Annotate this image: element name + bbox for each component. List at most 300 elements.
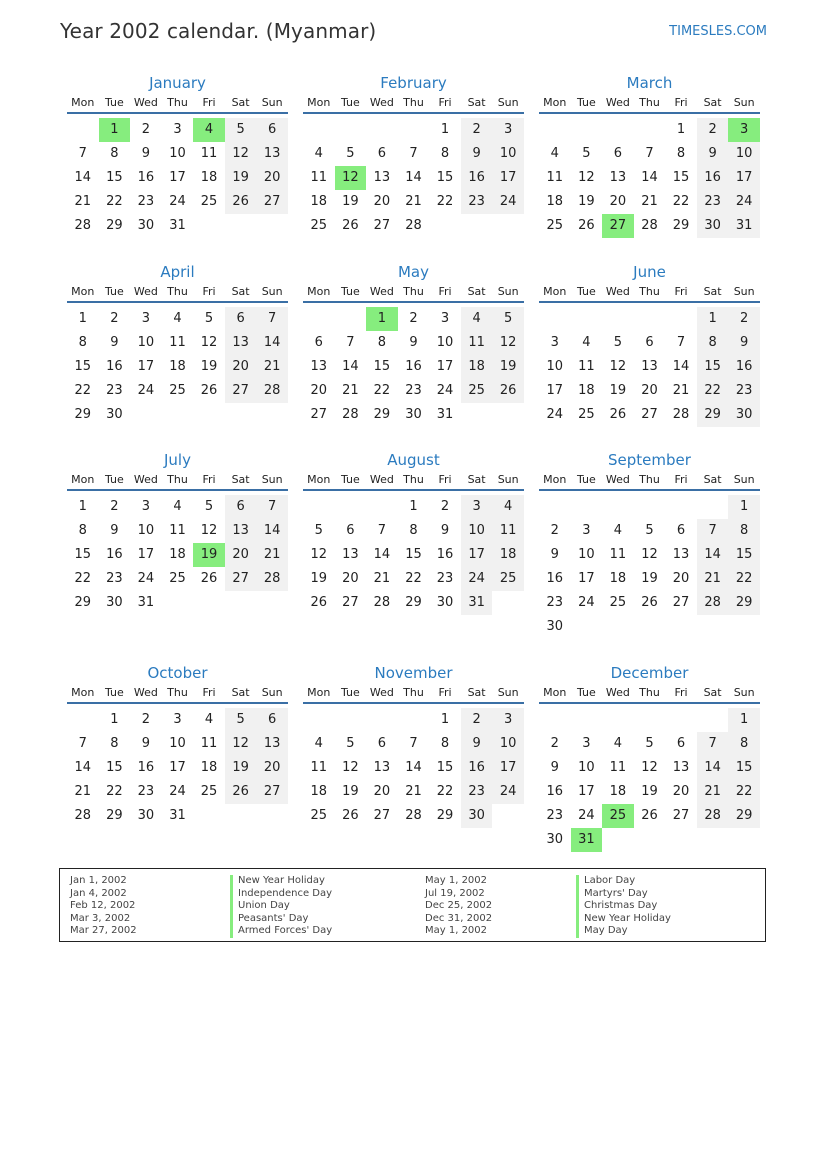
day-cell: 26 — [200, 383, 218, 398]
empty-day-cell — [602, 828, 634, 852]
day-cell: 9 — [461, 732, 493, 756]
holiday-day-cell: 31 — [571, 828, 603, 852]
day-cell: 11 — [578, 359, 595, 374]
week-row — [539, 166, 760, 190]
day-cell: 14 — [697, 756, 729, 780]
day-cell: 5 — [492, 307, 524, 331]
day-cell: 16 — [137, 760, 155, 775]
day-cell: 22 — [74, 571, 92, 586]
day-cell: 20 — [256, 166, 288, 190]
empty-day-cell — [225, 214, 257, 238]
day-cell: 19 — [225, 756, 257, 780]
week-row — [539, 355, 760, 379]
month-name: March — [626, 74, 673, 92]
day-cell: 15 — [436, 760, 454, 775]
empty-day-cell — [665, 708, 697, 732]
weekday-label: Fri — [202, 473, 216, 486]
weekday-label: Sun — [733, 285, 755, 298]
day-cell: 1 — [110, 712, 119, 727]
day-cell: 27 — [373, 808, 391, 823]
weekday-label: Thu — [403, 96, 424, 109]
day-cell: 11 — [310, 760, 328, 775]
empty-day-cell — [492, 591, 524, 615]
day-cell: 2 — [440, 499, 450, 514]
day-cell: 27 — [672, 808, 690, 823]
day-cell: 30 — [728, 403, 760, 427]
day-cell: 24 — [436, 383, 454, 398]
weekday-label: Fri — [202, 285, 216, 298]
legend-date: Jul 19, 2002 — [425, 887, 485, 899]
day-cell: 25 — [461, 379, 493, 403]
week-row — [539, 780, 760, 804]
day-cell: 15 — [436, 170, 454, 185]
empty-day-cell — [665, 615, 697, 639]
weeks — [303, 495, 524, 615]
day-cell: 23 — [137, 194, 155, 209]
day-cell: 21 — [256, 543, 288, 567]
day-cell: 12 — [200, 523, 218, 538]
day-cell: 12 — [641, 760, 658, 775]
day-cell: 4 — [582, 335, 591, 350]
day-cell: 30 — [461, 804, 493, 828]
day-cell: 17 — [169, 760, 186, 775]
day-cell: 18 — [310, 784, 328, 799]
weekday-label: Wed — [605, 96, 630, 109]
empty-day-cell — [366, 495, 398, 519]
day-cell: 22 — [106, 194, 123, 209]
week-row — [67, 780, 288, 804]
day-cell: 10 — [137, 335, 155, 350]
day-cell: 26 — [200, 571, 218, 586]
day-cell: 26 — [225, 190, 257, 214]
day-cell: 28 — [697, 591, 729, 615]
weeks — [67, 495, 288, 615]
day-cell: 7 — [377, 523, 387, 538]
day-cell: 3 — [141, 311, 151, 326]
empty-day-cell — [335, 495, 367, 519]
day-cell: 15 — [697, 355, 729, 379]
day-cell: 1 — [697, 307, 729, 331]
day-cell: 7 — [676, 335, 686, 350]
legend-holiday-name: New Year Holiday — [576, 913, 671, 926]
day-cell: 9 — [141, 146, 151, 161]
week-row — [303, 379, 524, 403]
day-cell: 15 — [74, 547, 92, 562]
empty-day-cell — [193, 804, 225, 828]
day-cell: 29 — [436, 808, 454, 823]
day-cell: 15 — [405, 547, 422, 562]
day-cell: 3 — [440, 311, 450, 326]
empty-day-cell — [571, 118, 603, 142]
day-cell: 1 — [440, 712, 450, 727]
day-cell: 20 — [342, 571, 359, 586]
day-cell: 3 — [141, 499, 151, 514]
day-cell: 5 — [314, 523, 323, 538]
week-row — [539, 567, 760, 591]
weekday-label: Thu — [167, 473, 188, 486]
week-row — [539, 756, 760, 780]
day-cell: 30 — [405, 407, 422, 422]
legend-dates-left — [70, 875, 137, 938]
day-cell: 9 — [550, 760, 559, 775]
day-cell: 2 — [110, 499, 119, 514]
day-cell: 22 — [728, 780, 760, 804]
day-cell: 10 — [436, 335, 454, 350]
day-cell: 10 — [492, 142, 524, 166]
legend-holiday-name: May Day — [576, 925, 671, 938]
day-cell: 22 — [106, 784, 123, 799]
site-link[interactable]: TIMESLES.COM — [669, 24, 767, 39]
weekday-label: Mon — [543, 686, 567, 699]
week-row — [539, 543, 760, 567]
day-cell: 17 — [546, 383, 564, 398]
week-row — [303, 190, 524, 214]
empty-day-cell — [571, 615, 603, 639]
week-row — [303, 708, 524, 732]
week-row — [67, 543, 288, 567]
day-cell: 14 — [641, 170, 658, 185]
day-cell: 8 — [409, 523, 418, 538]
week-row — [67, 495, 288, 519]
day-cell: 9 — [141, 736, 151, 751]
day-cell: 24 — [169, 784, 186, 799]
weekday-label: Fri — [438, 285, 452, 298]
weekday-label: Sat — [703, 96, 722, 109]
day-cell: 23 — [137, 784, 155, 799]
empty-day-cell — [634, 828, 666, 852]
day-cell: 12 — [641, 547, 658, 562]
day-cell: 20 — [373, 194, 391, 209]
month-name: September — [608, 451, 691, 469]
day-cell: 22 — [373, 383, 391, 398]
week-row — [539, 732, 760, 756]
month-name: August — [387, 451, 440, 469]
weekday-label: Sat — [231, 96, 250, 109]
day-cell: 9 — [440, 523, 450, 538]
weekday-label: Fri — [674, 686, 688, 699]
weekday-label: Thu — [639, 686, 660, 699]
day-cell: 6 — [645, 335, 654, 350]
day-cell: 17 — [728, 166, 760, 190]
day-cell: 12 — [609, 359, 627, 374]
week-row — [67, 567, 288, 591]
day-cell: 21 — [373, 571, 391, 586]
legend-holiday-name: Christmas Day — [576, 900, 671, 913]
weekday-label: Tue — [576, 285, 596, 298]
week-row — [67, 732, 288, 756]
empty-day-cell — [539, 495, 571, 519]
weekday-label: Wed — [133, 96, 158, 109]
day-cell: 8 — [377, 335, 387, 350]
weekday-label: Sat — [467, 285, 486, 298]
empty-day-cell — [571, 495, 603, 519]
day-cell: 19 — [641, 571, 658, 586]
day-cell: 14 — [74, 170, 92, 185]
day-cell: 16 — [461, 756, 493, 780]
day-cell: 31 — [728, 214, 760, 238]
day-cell: 29 — [106, 808, 123, 823]
weekday-label: Tue — [104, 285, 124, 298]
day-cell: 30 — [137, 808, 155, 823]
day-cell: 13 — [609, 170, 627, 185]
weekday-label: Sun — [261, 285, 283, 298]
day-cell: 2 — [461, 118, 493, 142]
day-cell: 3 — [492, 708, 524, 732]
week-row — [303, 355, 524, 379]
day-cell: 8 — [440, 736, 450, 751]
legend-holiday-name: Armed Forces' Day — [230, 925, 332, 938]
day-cell: 8 — [440, 146, 450, 161]
weeks — [303, 708, 524, 828]
day-cell: 26 — [342, 218, 359, 233]
day-cell: 13 — [342, 547, 359, 562]
weekday-label: Mon — [71, 285, 95, 298]
empty-day-cell — [193, 403, 225, 427]
month-name: June — [633, 263, 666, 281]
day-cell: 6 — [377, 736, 387, 751]
empty-day-cell — [728, 615, 760, 639]
empty-day-cell — [335, 708, 367, 732]
day-cell: 11 — [310, 170, 328, 185]
day-cell: 24 — [728, 190, 760, 214]
empty-day-cell — [256, 804, 288, 828]
week-row — [303, 166, 524, 190]
day-cell: 8 — [110, 146, 119, 161]
day-cell: 16 — [405, 359, 422, 374]
empty-day-cell — [571, 307, 603, 331]
day-cell: 2 — [728, 307, 760, 331]
day-cell: 18 — [609, 571, 627, 586]
day-cell: 12 — [200, 335, 218, 350]
week-row — [303, 567, 524, 591]
weekday-label: Mon — [307, 285, 331, 298]
day-cell: 24 — [578, 808, 595, 823]
day-cell: 3 — [461, 495, 493, 519]
day-cell: 24 — [137, 571, 155, 586]
empty-day-cell — [571, 708, 603, 732]
day-cell: 3 — [550, 335, 559, 350]
day-cell: 7 — [409, 146, 418, 161]
week-row — [67, 591, 288, 615]
legend-holiday-name: Labor Day — [576, 875, 671, 888]
legend-date: Dec 31, 2002 — [425, 912, 493, 924]
weekday-label: Wed — [369, 473, 394, 486]
month-december — [539, 662, 760, 852]
day-cell: 28 — [672, 407, 690, 422]
day-cell: 10 — [728, 142, 760, 166]
week-row — [303, 403, 524, 427]
weekday-label: Tue — [104, 686, 124, 699]
weekday-label: Sat — [467, 473, 486, 486]
day-cell: 19 — [492, 355, 524, 379]
weekday-label: Wed — [133, 686, 158, 699]
day-cell: 22 — [697, 379, 729, 403]
empty-day-cell — [697, 495, 729, 519]
day-cell: 10 — [578, 760, 595, 775]
weekday-label: Fri — [438, 473, 452, 486]
empty-day-cell — [256, 591, 288, 615]
weekday-label: Sat — [703, 686, 722, 699]
weekday-label: Thu — [639, 285, 660, 298]
day-cell: 4 — [550, 146, 559, 161]
week-row — [67, 118, 288, 142]
day-cell: 1 — [440, 122, 450, 137]
day-cell: 12 — [578, 170, 595, 185]
weekday-label: Thu — [403, 473, 424, 486]
empty-day-cell — [697, 828, 729, 852]
legend-names-left — [230, 875, 332, 938]
weekday-label: Thu — [167, 96, 188, 109]
day-cell: 12 — [225, 142, 257, 166]
month-april — [67, 261, 288, 427]
day-cell: 5 — [346, 736, 355, 751]
legend-holiday-name: Peasants' Day — [230, 913, 332, 926]
day-cell: 23 — [106, 383, 123, 398]
day-cell: 29 — [728, 804, 760, 828]
empty-day-cell — [225, 591, 257, 615]
legend-holiday-name: Independence Day — [230, 888, 332, 901]
day-cell: 5 — [613, 335, 623, 350]
weekday-label: Sun — [261, 473, 283, 486]
day-cell: 4 — [204, 712, 214, 727]
month-march — [539, 72, 760, 238]
day-cell: 24 — [137, 383, 155, 398]
day-cell: 7 — [409, 736, 418, 751]
day-cell: 23 — [546, 808, 564, 823]
day-cell: 14 — [342, 359, 359, 374]
week-row — [303, 780, 524, 804]
empty-day-cell — [665, 307, 697, 331]
weeks — [303, 118, 524, 238]
day-cell: 10 — [169, 736, 186, 751]
month-may — [303, 261, 524, 427]
day-cell: 25 — [578, 407, 595, 422]
month-name: November — [374, 664, 453, 682]
day-cell: 1 — [728, 708, 760, 732]
holiday-day-cell: 12 — [335, 166, 367, 190]
day-cell: 14 — [672, 359, 690, 374]
empty-day-cell — [256, 214, 288, 238]
day-cell: 15 — [74, 359, 92, 374]
day-cell: 10 — [461, 519, 493, 543]
day-cell: 28 — [405, 218, 422, 233]
weekday-label: Wed — [605, 473, 630, 486]
legend-date: Jan 1, 2002 — [70, 875, 127, 886]
day-cell: 31 — [461, 591, 493, 615]
day-cell: 10 — [546, 359, 564, 374]
day-cell: 15 — [106, 170, 123, 185]
day-cell: 15 — [373, 359, 391, 374]
empty-day-cell — [398, 708, 430, 732]
holiday-day-cell: 27 — [602, 214, 634, 238]
week-row — [303, 543, 524, 567]
day-cell: 17 — [492, 166, 524, 190]
weekday-label: Mon — [307, 686, 331, 699]
day-cell: 20 — [609, 194, 627, 209]
day-cell: 22 — [672, 194, 690, 209]
week-row — [67, 166, 288, 190]
day-cell: 26 — [225, 780, 257, 804]
day-cell: 5 — [204, 311, 214, 326]
day-cell: 2 — [550, 523, 559, 538]
weekday-label: Sat — [467, 686, 486, 699]
day-cell: 3 — [492, 118, 524, 142]
day-cell: 25 — [200, 194, 218, 209]
empty-day-cell — [67, 118, 99, 142]
day-cell: 12 — [342, 760, 359, 775]
weekday-label: Sun — [733, 686, 755, 699]
day-cell: 8 — [110, 736, 119, 751]
day-cell: 21 — [405, 784, 422, 799]
day-cell: 23 — [461, 780, 493, 804]
week-row — [539, 190, 760, 214]
day-cell: 15 — [106, 760, 123, 775]
weekday-label: Thu — [639, 473, 660, 486]
day-cell: 21 — [74, 784, 92, 799]
day-cell: 2 — [110, 311, 119, 326]
day-cell: 17 — [436, 359, 454, 374]
day-cell: 19 — [310, 571, 328, 586]
day-cell: 5 — [204, 499, 214, 514]
week-row — [303, 519, 524, 543]
weekday-header — [539, 471, 760, 491]
day-cell: 21 — [697, 780, 729, 804]
week-row — [539, 142, 760, 166]
day-cell: 14 — [405, 170, 422, 185]
day-cell: 22 — [74, 383, 92, 398]
weekday-label: Mon — [71, 686, 95, 699]
empty-day-cell — [461, 214, 493, 238]
day-cell: 16 — [546, 571, 564, 586]
day-cell: 29 — [697, 403, 729, 427]
day-cell: 10 — [137, 523, 155, 538]
weekday-label: Thu — [167, 686, 188, 699]
day-cell: 4 — [314, 736, 323, 751]
day-cell: 21 — [405, 194, 422, 209]
month-june — [539, 261, 760, 427]
day-cell: 8 — [728, 732, 760, 756]
day-cell: 1 — [676, 122, 686, 137]
day-cell: 30 — [546, 619, 564, 634]
week-row — [539, 214, 760, 238]
day-cell: 18 — [578, 383, 595, 398]
empty-day-cell — [366, 708, 398, 732]
empty-day-cell — [162, 591, 194, 615]
day-cell: 9 — [461, 142, 493, 166]
day-cell: 26 — [310, 595, 328, 610]
weekday-header — [303, 684, 524, 704]
weekday-header — [67, 684, 288, 704]
day-cell: 18 — [461, 355, 493, 379]
day-cell: 17 — [169, 170, 186, 185]
weekday-label: Tue — [104, 96, 124, 109]
weekday-header — [539, 684, 760, 704]
day-cell: 26 — [609, 407, 627, 422]
weeks — [67, 708, 288, 828]
day-cell: 17 — [137, 547, 155, 562]
day-cell: 20 — [256, 756, 288, 780]
day-cell: 21 — [74, 194, 92, 209]
empty-day-cell — [539, 118, 571, 142]
empty-day-cell — [697, 615, 729, 639]
day-cell: 31 — [137, 595, 155, 610]
weekday-label: Sun — [733, 96, 755, 109]
empty-day-cell — [225, 403, 257, 427]
legend-holiday-name: Martyrs' Day — [576, 888, 671, 901]
day-cell: 27 — [373, 218, 391, 233]
weekday-label: Mon — [71, 96, 95, 109]
day-cell: 27 — [256, 190, 288, 214]
